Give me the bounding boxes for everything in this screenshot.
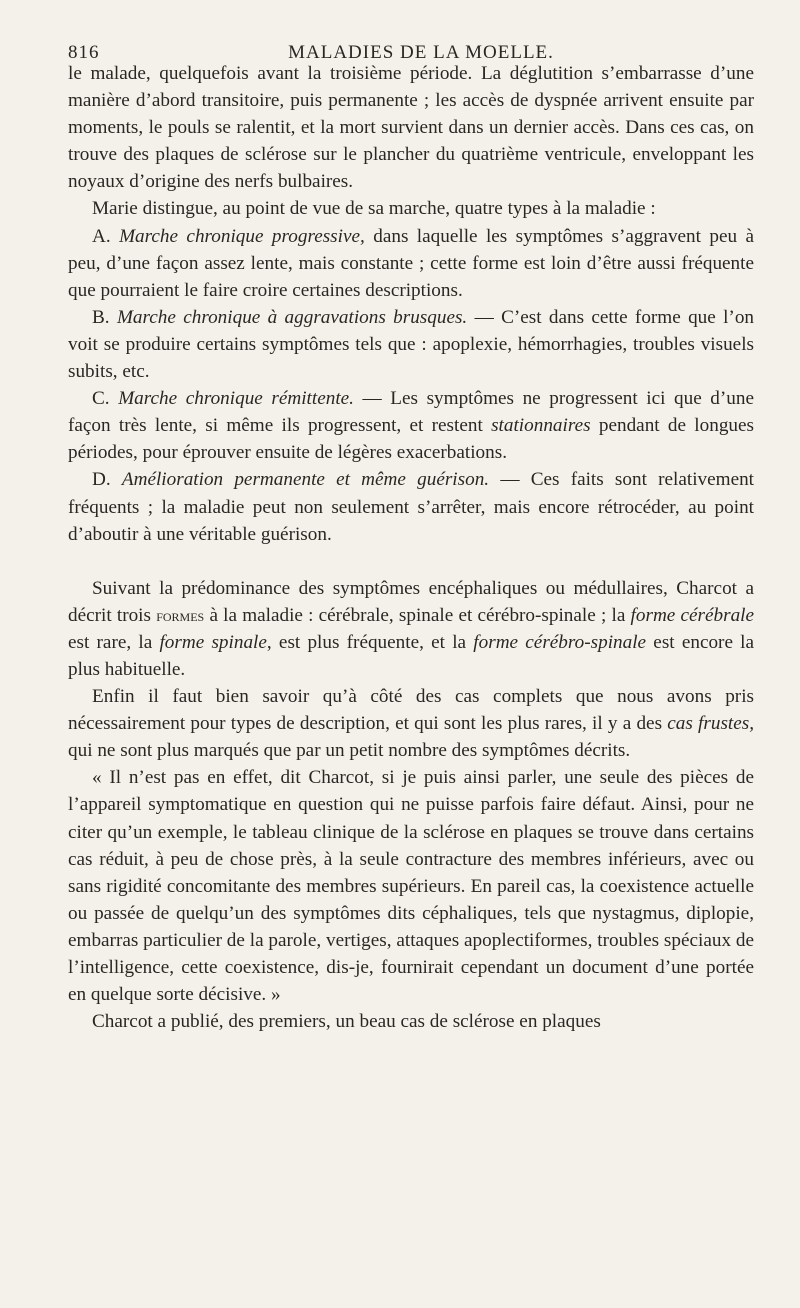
paragraph-frustes xyxy=(68,683,754,764)
paragraph-charcot-quote: « Il n’est pas en effet, dit Charcot, si je puis ainsi parler, une seule des pièces de l’appareil symptomatique en question qui ne puisse parfois faire défaut. Ainsi, pour ne citer qu’un exemple, le tableau clinique de la sclérose en plaques se trouve dans certains cas réduit, à peu de chose près, à la seule contracture des membres inférieurs, avec ou sans rigidité concomitante des membres supérieurs. En pareil cas, la coexistence actuelle ou passée de quelqu’un des symptômes dits céphaliques, tels que nystagmus, diplopie, embarras particulier de la parole, vertiges, attaques apoplectiformes, troubles spéciaux de l’intelligence, cette coexistence, dis-je, fournirait cependant un document d’une portée en quelque sorte décisive. » xyxy=(68,767,754,1006)
forms-text-5: est encore la plus habituelle. xyxy=(68,631,755,680)
paragraph-charcot-forms: Suivant la prédominance des symptômes encéphaliques ou médullaires, Charcot a décrit trois formes à la maladie : cérébrale, spinale et cérébro-spinale ; la forme cérébrale est rare, la forme spinale, est plus fréquente, et la forme cérébro-spinale est encore la plus habituelle. xyxy=(68,577,755,680)
type-a-title: Marche chronique progressive, xyxy=(119,225,365,247)
type-c-text-after: pendant de longues périodes, pour éprouver ensuite de légères exacerbations. xyxy=(68,415,754,464)
forms-text-1: Suivant la prédominance des symptômes encéphaliques ou médullaires, Charcot a décrit trois xyxy=(68,577,754,626)
running-title: MALADIES DE LA MOELLE. xyxy=(288,42,554,63)
paragraph-type-c xyxy=(68,385,754,466)
frustes-text-1: Enfin il faut bien savoir qu’à côté des cas complets que nous avons pris nécessairement pour types de description, et qui sont les plus rares, il y a des xyxy=(68,686,754,735)
forms-text-3: est rare, la xyxy=(68,631,153,653)
type-a-letter: A. xyxy=(92,225,111,247)
paragraph-continuation: le malade, quelquefois avant la troisième période. La déglutition s’embarrasse d’une manière d’abord transitoire, puis permanente ; les accès de dyspnée arrivent ensuite par moments, le pouls se ralentit, et la mort survient dans un dernier accès. Dans ces cas, on trouve des plaques de sclérose sur le plancher du quatrième ventricule, enveloppant les noyaux d’origine des nerfs bulbaires. xyxy=(68,63,754,193)
body-text xyxy=(68,60,754,1035)
type-b-title: Marche chronique à aggravations brusques. xyxy=(116,306,468,328)
paragraph-type-b xyxy=(68,304,754,385)
type-c-emphasis: stationnaires xyxy=(491,415,591,437)
type-b-text: — C’est dans cette forme que l’on voit se produire certains symptômes tels que : apoplexie, hémorrhagies, troubles visuels subits, etc. xyxy=(68,306,755,383)
forms-emphasis-spinal: forme spinale xyxy=(159,631,267,653)
forms-emphasis-cerebral: forme cérébrale xyxy=(630,604,755,626)
type-c-title: Marche chronique rémittente. xyxy=(118,388,354,410)
type-d-letter: D. xyxy=(92,469,111,491)
type-d-title: Amélioration permanente et même guérison. xyxy=(121,469,490,491)
type-d-text: — Ces faits sont relativement fréquents ; la maladie peut non seulement s’arrêter, mais encore rétrocéder, au point d’aboutir à une véritable guérison. xyxy=(68,469,755,545)
type-a-text: dans laquelle les symptômes s’aggravent peu à peu, d’une façon assez lente, mais constante ; cette forme est loin d’être aussi fréquente que pourraient le faire croire certaines descriptions. xyxy=(68,225,755,301)
paragraph-last-line: Charcot a publié, des premiers, un beau cas de sclérose en plaques xyxy=(92,1011,601,1033)
paragraph-types-intro: Marie distingue, au point de vue de sa marche, quatre types à la maladie : xyxy=(92,198,656,220)
forms-text-2: à la maladie : cérébrale, spinale et cérébro-spinale ; la xyxy=(209,604,626,626)
type-b-letter: B. xyxy=(92,306,110,328)
forms-smallcaps: formes xyxy=(156,604,205,625)
forms-emphasis-cerebro-spinal: forme cérébro-spinale xyxy=(473,631,647,653)
frustes-emphasis: cas frustes, xyxy=(667,713,755,735)
paragraph-type-d xyxy=(68,466,754,547)
type-c-letter: C. xyxy=(92,388,110,410)
page-header xyxy=(68,0,754,63)
paragraph-type-a xyxy=(68,223,754,304)
page-number: 816 xyxy=(68,42,100,63)
type-c-text-before: — Les symptômes ne progressent ici que d’une façon très lente, si même ils progressent, et restent xyxy=(68,388,754,437)
frustes-text-2: qui ne sont plus marqués que par un petit nombre des symptômes décrits. xyxy=(68,740,631,762)
forms-text-4: est plus fréquente, et la xyxy=(278,631,467,653)
